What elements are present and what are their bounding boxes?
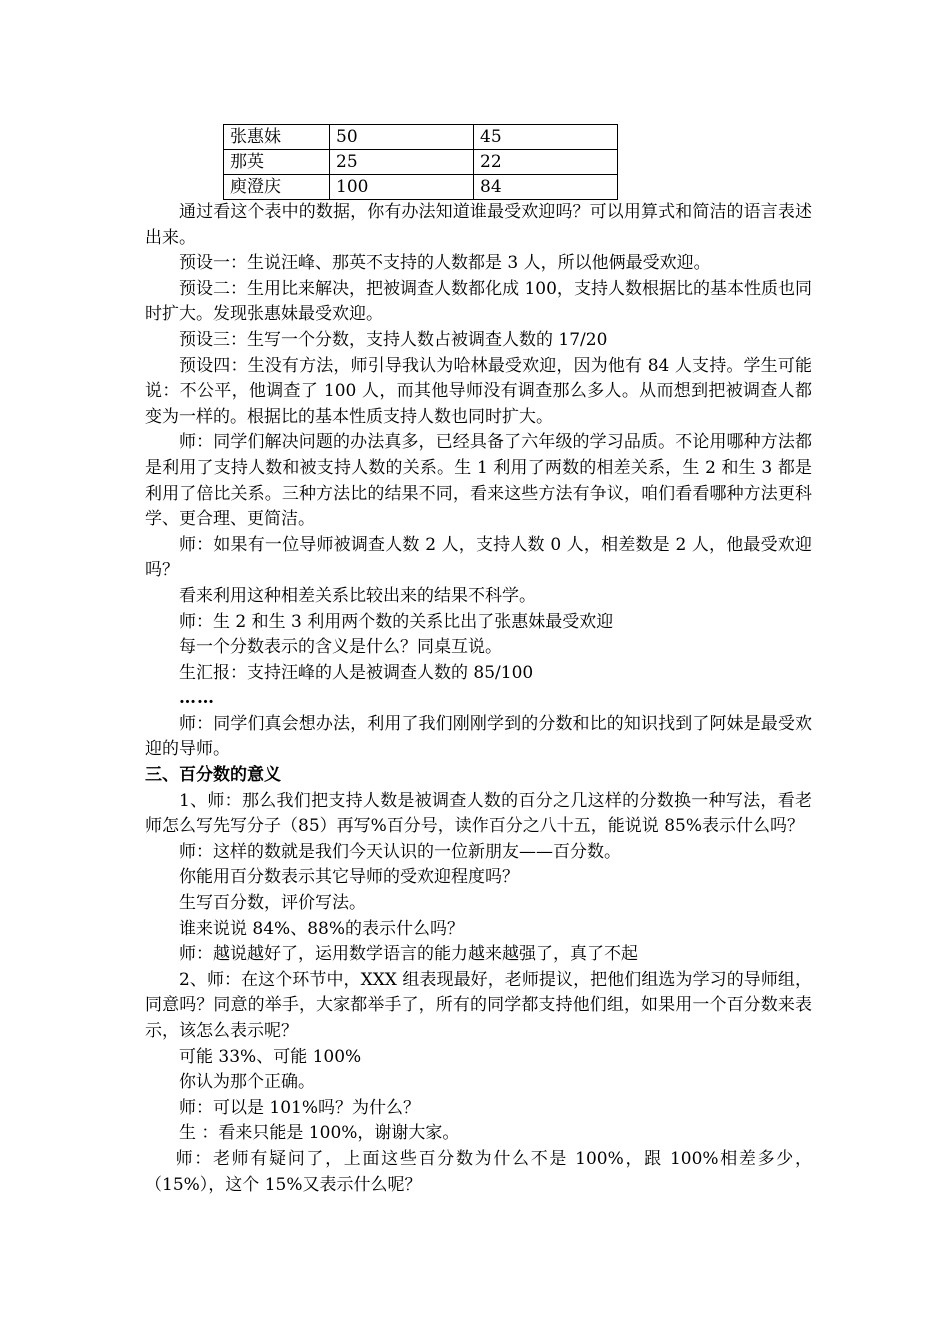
- paragraph: [145, 686, 812, 712]
- paragraph: 师：可以是 101%吗？为什么？: [179, 1097, 421, 1118]
- paragraph: 通过看这个表中的数据，你有办法知道谁最受欢迎吗？可以用算式和简洁的语言表述出来。: [145, 202, 812, 248]
- table-cell-name: 庾澄庆: [224, 175, 330, 200]
- table-cell-surveyed: 100: [330, 175, 474, 200]
- paragraph: 师：如果有一位导师被调查人数 2 人，支持人数 0 人，相差数是 2 人，他最受欢迎吗？: [145, 534, 812, 581]
- survey-table: [223, 124, 618, 200]
- table-cell-supporters: 45: [474, 125, 618, 150]
- paragraph: 2、师：在这个环节中，XXX 组表现最好，老师提议，把他们组选为学习的导师组，同意吗？同意的举手，大家都举手了，所有的同学都支持他们组，如果用一个百分数来表示，该怎么表示呢？: [145, 969, 812, 1041]
- paragraph: 预设三：生写一个分数，支持人数占被调查人数的 17/20: [179, 329, 608, 350]
- paragraph: 师：这样的数就是我们今天认识的一位新朋友——百分数。: [179, 841, 621, 862]
- table-cell-name: 张惠妹: [224, 125, 330, 150]
- section-heading: 三、百分数的意义: [145, 765, 281, 786]
- paragraph: 师：同学们解决问题的办法真多，已经具备了六年级的学习品质。不论用哪种方法都是利用了支持人数和被支持人数的关系。生 1 利用了两数的相差关系，生 2 和生 3 都是利用了倍比关系。三种方法比的结果不同，看来这些方法有争议，咱们看看哪种方法更科学、更合理、更简洁。: [145, 432, 812, 530]
- paragraph: 每一个分数表示的含义是什么？同桌互说。: [179, 637, 502, 658]
- table-cell-surveyed: 50: [330, 125, 474, 150]
- ellipsis: ……: [179, 688, 215, 709]
- table-row: [224, 150, 618, 175]
- table-row: [224, 125, 618, 150]
- paragraph: 预设一：生说汪峰、那英不支持的人数都是 3 人，所以他俩最受欢迎。: [179, 253, 711, 274]
- paragraph: 你能用百分数表示其它导师的受欢迎程度吗？: [179, 867, 519, 888]
- paragraph: 师：老师有疑问了，上面这些百分数为什么不是 100%，跟 100%相差多少，（15%），这个 15%又表示什么呢？: [145, 1148, 812, 1195]
- lesson-body: [145, 200, 812, 1198]
- paragraph: 预设二：生用比来解决，把被调查人数都化成 100，支持人数根据比的基本性质也同时扩大。发现张惠妹最受欢迎。: [145, 278, 812, 325]
- paragraph: 你认为那个正确。: [179, 1072, 315, 1093]
- table-cell-supporters: 22: [474, 150, 618, 175]
- table-cell-supporters: 84: [474, 175, 618, 200]
- table-row: [224, 175, 618, 200]
- paragraph: 师：同学们真会想办法，利用了我们刚刚学到的分数和比的知识找到了阿妹是最受欢迎的导师。: [145, 713, 812, 760]
- paragraph: 生汇报：支持汪峰的人是被调查人数的 85/100: [179, 662, 534, 683]
- table-cell-name: 那英: [224, 150, 330, 175]
- paragraph: 看来利用这种相差关系比较出来的结果不科学。: [179, 585, 536, 606]
- table-cell-surveyed: 25: [330, 150, 474, 175]
- paragraph: 预设四：生没有方法，师引导我认为哈林最受欢迎，因为他有 84 人支持。学生可能说：不公平，他调查了 100 人，而其他导师没有调查那么多人。从而想到把被调查人都变为一样的。根据比的基本性质支持人数也同时扩大。: [145, 355, 812, 427]
- paragraph: 生 ：看来只能是 100%，谢谢大家。: [179, 1123, 460, 1144]
- paragraph: 可能 33%、可能 100%: [179, 1046, 362, 1067]
- paragraph: 师：越说越好了，运用数学语言的能力越来越强了，真了不起: [179, 944, 638, 965]
- paragraph: 生写百分数，评价写法。: [179, 893, 366, 914]
- paragraph: 1、师：那么我们把支持人数是被调查人数的百分之几这样的分数换一种写法，看老师怎么写先写分子（85）再写%百分号，读作百分之八十五，能说说 85%表示什么吗？: [145, 790, 812, 837]
- paragraph: 师：生 2 和生 3 利用两个数的关系比出了张惠妹最受欢迎: [179, 611, 614, 632]
- paragraph: 谁来说说 84%、88%的表示什么吗？: [179, 918, 464, 939]
